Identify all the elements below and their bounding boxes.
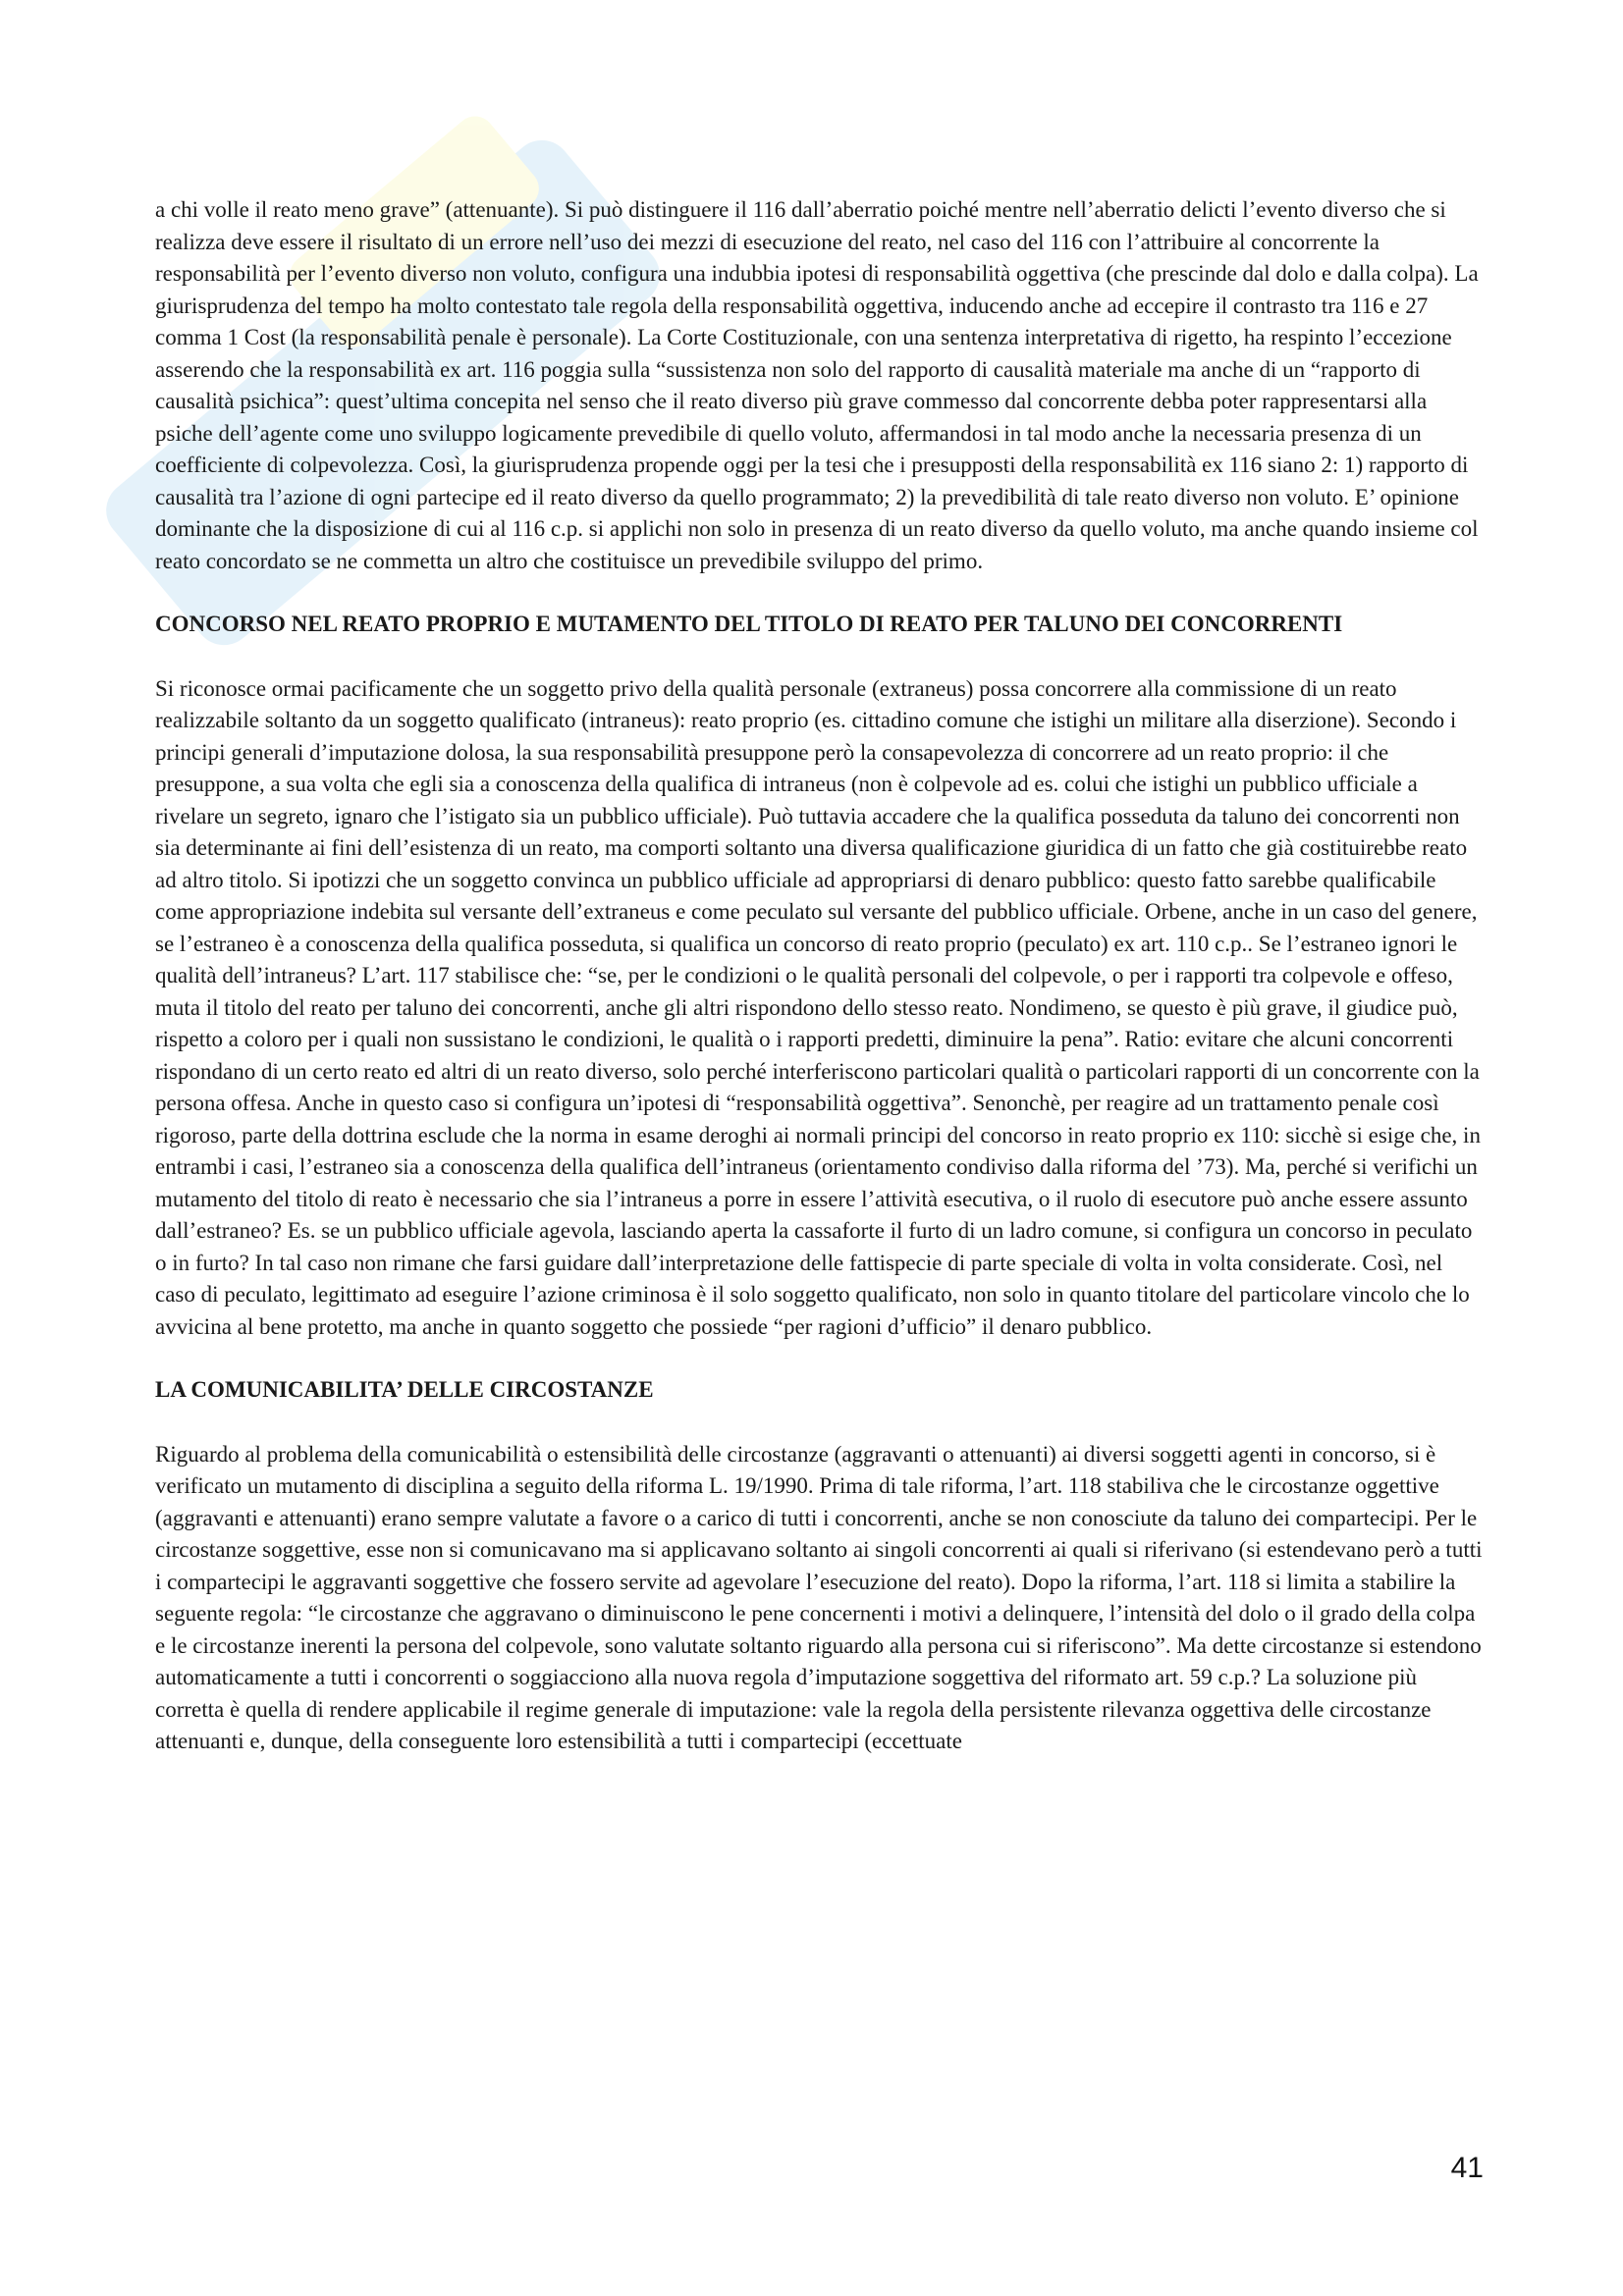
page-number: 41 <box>1450 2152 1484 2184</box>
page-content <box>155 194 1483 1758</box>
section-heading-comunicabilita-circostanze: LA COMUNICABILITA’ DELLE CIRCOSTANZE <box>155 1377 654 1402</box>
paragraph-2: Si riconosce ormai pacificamente che un soggetto privo della qualità personale (extraneus) possa concorrere alla commissione di un reato realizzabile soltanto da un soggetto qualificato (intraneus): reato proprio (es. cittadino comune che istighi un militare alla diserzione). Secondo i principi generali d’imputazione dolosa, la sua responsabilità presuppone però la consapevolezza di concorrere ad un reato proprio: il che presuppone, a sua volta che egli sia a conoscenza della qualifica di intraneus (non è colpevole ad es. colui che istighi un pubblico ufficiale a rivelare un segreto, ignaro che l’istigato sia un pubblico ufficiale). Può tuttavia accadere che la qualifica posseduta da taluno dei concorrenti non sia determinante ai fini dell’esistenza di un reato, ma comporti soltanto una diversa qualificazione giuridica di un fatto che già costituirebbe reato ad altro titolo. Si ipotizzi che un soggetto convinca un pubblico ufficiale ad appropriarsi di denaro pubblico: questo fatto sarebbe qualificabile come appropriazione indebita sul versante dell’extraneus e come peculato sul versante del pubblico ufficiale. Orbene, anche in un caso del genere, se l’estraneo è a conoscenza della qualifica posseduta, si qualifica un concorso di reato proprio (peculato) ex art. 110 c.p.. Se l’estraneo ignori le qualità dell’intraneus? L’art. 117 stabilisce che: “se, per le condizioni o le qualità personali del colpevole, o per i rapporti tra colpevole e offeso, muta il titolo del reato per taluno dei concorrenti, anche gli altri rispondono dello stesso reato. Nondimeno, se questo è più grave, il giudice può, rispetto a coloro per i quali non sussistano le condizioni, le qualità o i rapporti predetti, diminuire la pena”. Ratio: evitare che alcuni concorrenti rispondano di un certo reato ed altri di un reato diverso, solo perché interferiscono particolari qualità o particolari rapporti di un concorrente con la persona offesa. Anche in questo caso si configura un’ipotesi di “responsabilità oggettiva”. Senonchè, per reagire ad un trattamento penale così rigoroso, parte della dottrina esclude che la norma in esame deroghi ai normali principi del concorso in reato proprio ex 110: sicchè si esige che, in entrambi i casi, l’estraneo sia a conoscenza della qualifica dell’intraneus (orientamento condiviso dalla riforma del ’73). Ma, perché si verifichi un mutamento del titolo di reato è necessario che sia l’intraneus a porre in essere l’attività esecutiva, o il ruolo di esecutore può anche essere assunto dall’estraneo? Es. se un pubblico ufficiale agevola, lasciando aperta la cassaforte il furto di un ladro comune, si configura un concorso in peculato o in furto? In tal caso non rimane che farsi guidare dall’interpretazione delle fattispecie di parte speciale di volta in volta considerate. Così, nel caso di peculato, legittimato ad eseguire l’azione criminosa è il solo soggetto qualificato, non solo in quanto titolare del particolare vincolo che lo avvicina al bene protetto, ma anche in quanto soggetto che possiede “per ragioni d’ufficio” il denaro pubblico. <box>155 675 1481 1339</box>
paragraph-3: Riguardo al problema della comunicabilità o estensibilità delle circostanze (aggravanti o attenuanti) ai diversi soggetti agenti in concorso, si è verificato un mutamento di disciplina a seguito della riforma L. 19/1990. Prima di tale riforma, l’art. 118 stabiliva che le circostanze oggettive (aggravanti e attenuanti) erano sempre valutate a favore o a carico di tutti i concorrenti, anche se non conosciute da taluno dei compartecipi. Per le circostanze soggettive, esse non si comunicavano ma si applicavano soltanto ai singoli concorrenti ai quali si riferivano (si estendevano però a tutti i compartecipi le aggravanti soggettive che fossero servite ad agevolare l’esecuzione del reato). Dopo la riforma, l’art. 118 si limita a stabilire la seguente regola: “le circostanze che aggravano o diminuiscono le pene concernenti i motivi a delinquere, l’intensità del dolo o il grado della colpa e le circostanze inerenti la persona del colpevole, sono valutate soltanto riguardo alla persona cui si riferiscono”. Ma dette circostanze si estendono automaticamente a tutti i concorrenti o soggiacciono alla nuova regola d’imputazione soggettiva del riformato art. 59 c.p.? La soluzione più corretta è quella di rendere applicabile il regime generale di imputazione: vale la regola della persistente rilevanza oggettiva delle circostanze attenuanti e, dunque, della conseguente loro estensibilità a tutti i compartecipi (eccettuate <box>155 1441 1483 1753</box>
paragraph-1: a chi volle il reato meno grave” (attenuante). Si può distinguere il 116 dall’aberratio poiché mentre nell’aberratio delicti l’evento diverso che si realizza deve essere il risultato di un errore nell’uso dei mezzi di esecuzione del reato, nel caso del 116 con l’attribuire al concorrente la responsabilità per l’evento diverso non voluto, configura una indubbia ipotesi di responsabilità oggettiva (che prescinde dal dolo e dalla colpa). La giurisprudenza del tempo ha molto contestato tale regola della responsabilità oggettiva, inducendo anche ad eccepire il contrasto tra 116 e 27 comma 1 Cost (la responsabilità penale è personale). La Corte Costituzionale, con una sentenza interpretativa di rigetto, ha respinto l’eccezione asserendo che la responsabilità ex art. 116 poggia sulla “sussistenza non solo del rapporto di causalità materiale ma anche di un “rapporto di causalità psichica”: quest’ultima concepita nel senso che il reato diverso più grave commesso dal concorrente debba poter rappresentarsi alla psiche dell’agente come uno sviluppo logicamente prevedibile di quello voluto, affermandosi in tal modo anche la necessaria presenza di un coefficiente di colpevolezza. Così, la giurisprudenza propende oggi per la tesi che i presupposti della responsabilità ex 116 siano 2: 1) rapporto di causalità tra l’azione di ogni partecipe ed il reato diverso da quello programmato; 2) la prevedibilità di tale reato diverso non voluto. E’ opinione dominante che la disposizione di cui al 116 c.p. si applichi non solo in presenza di un reato diverso da quello voluto, ma anche quando insieme col reato concordato se ne commetta un altro che costituisce un prevedibile sviluppo del primo. <box>155 197 1479 573</box>
section-heading-concorso-reato-proprio: CONCORSO NEL REATO PROPRIO E MUTAMENTO DEL TITOLO DI REATO PER TALUNO DEI CONCORRENTI <box>155 612 1343 636</box>
